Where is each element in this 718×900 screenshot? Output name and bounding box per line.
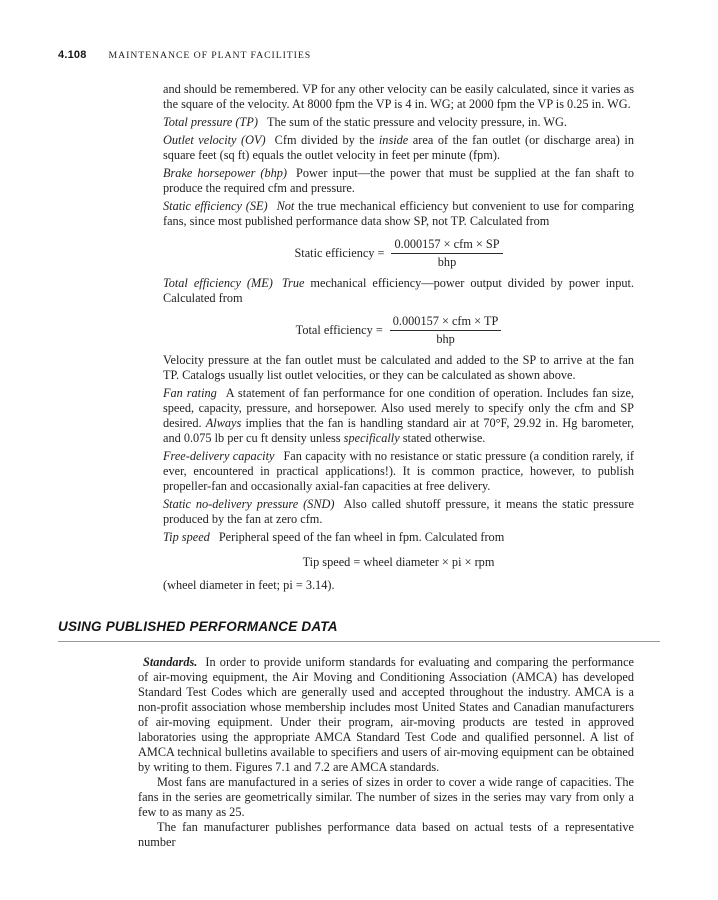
formula-fraction bbox=[390, 314, 502, 347]
definition-body: mechanical efficiency—power output divided by power input. Calculated from bbox=[163, 276, 634, 305]
definition-term: Brake horsepower (bhp) bbox=[163, 166, 287, 180]
standards-lead: Standards. bbox=[143, 655, 198, 669]
definition-body: The sum of the static pressure and velocity pressure, in. WG. bbox=[266, 115, 567, 129]
standards-paragraph bbox=[138, 655, 634, 775]
tip-speed-formula: Tip speed = wheel diameter × pi × rpm bbox=[302, 555, 495, 569]
definitions-section bbox=[163, 82, 634, 596]
definition-term: Fan rating bbox=[163, 386, 217, 400]
definition-body: the true mechanical efficiency but convenient to use for comparing fans, since most published performance data show SP, not TP. Calculated from bbox=[163, 199, 635, 228]
definition-emphasis: inside bbox=[378, 133, 409, 147]
fan-sizes-paragraph: Most fans are manufactured in a series of sizes in order to cover a wide range of capacities. The fans in the series are geometrically similar. The number of sizes in the series may vary from only a few to as many as 25. bbox=[138, 775, 634, 819]
definition-body: Also called shutoff pressure, it means the static pressure produced by the fan at zero cfm. bbox=[163, 497, 634, 526]
definition-static-efficiency bbox=[163, 199, 634, 229]
definition-fan-rating bbox=[163, 386, 634, 446]
definition-emphasis: True bbox=[281, 276, 305, 290]
page-number: 4.108 bbox=[58, 49, 87, 61]
formula-numerator: 0.000157 × cfm × SP bbox=[391, 237, 502, 254]
formula-lhs: Static efficiency = bbox=[294, 246, 385, 260]
velocity-pressure-paragraph: Velocity pressure at the fan outlet must be calculated and added to the SP to arrive at the fan TP. Catalogs usually list outlet velocities, or they can be calculated as shown above. bbox=[163, 353, 634, 382]
definition-emphasis: Always bbox=[205, 416, 242, 430]
definition-free-delivery-capacity bbox=[163, 449, 634, 494]
formula-fraction bbox=[391, 237, 502, 270]
formula-denominator: bhp bbox=[437, 255, 457, 269]
total-efficiency-formula bbox=[163, 314, 634, 347]
standards-body: In order to provide uniform standards for evaluating and comparing the performance of air-moving equipment, the Air Moving and Conditioning Association (AMCA) has developed Standard Test Codes which are generally used and accepted throughout the industry. AMCA is a non-profit association whose membership includes most United States and Canadian manufacturers of air-moving equipment. Under their program, air-moving products are tested in approved laboratories using the appropriate AMCA Standard Test Code and qualified personnel. A list of AMCA technical bulletins available to specifiers and users of air-moving equipment can be obtained by writing to them. Figures 7.1 and 7.2 are AMCA standards. bbox=[138, 655, 634, 774]
formula-lhs: Total efficiency = bbox=[295, 323, 383, 337]
standards-section bbox=[138, 655, 634, 850]
formula-numerator: 0.000157 × cfm × TP bbox=[390, 314, 502, 331]
definition-total-pressure bbox=[163, 115, 634, 130]
tip-speed-note: (wheel diameter in feet; pi = 3.14). bbox=[163, 578, 335, 592]
definition-total-efficiency bbox=[163, 276, 634, 306]
section-heading-block bbox=[58, 619, 660, 642]
definition-body: Power input—the power that must be supplied at the fan shaft to produce the required cfm and pressure. bbox=[163, 166, 635, 195]
manufacturer-tests-paragraph: The fan manufacturer publishes performance data based on actual tests of a representative number bbox=[138, 820, 634, 849]
definition-static-no-delivery-pressure bbox=[163, 497, 634, 527]
definition-term: Static efficiency (SE) bbox=[163, 199, 268, 213]
intro-paragraph: and should be remembered. VP for any other velocity can be easily calculated, since it varies as the square of the velocity. At 8000 fpm the VP is 4 in. WG; at 2000 fpm the VP is 0.25 in. WG. bbox=[163, 82, 634, 111]
definition-body: A statement of fan performance for one condition of operation. Includes fan size, speed, capacity, pressure, and horsepower. Also used merely to specify only the cfm and SP desired. bbox=[163, 386, 634, 430]
formula-denominator: bhp bbox=[436, 332, 455, 346]
section-heading: USING PUBLISHED PERFORMANCE DATA bbox=[58, 619, 338, 634]
definition-tip-speed bbox=[163, 530, 634, 545]
definition-outlet-velocity bbox=[163, 133, 634, 163]
definition-term: Static no-delivery pressure (SND) bbox=[163, 497, 335, 511]
definition-body: stated otherwise. bbox=[399, 431, 486, 445]
definition-brake-horsepower bbox=[163, 166, 634, 196]
static-efficiency-formula bbox=[163, 237, 634, 270]
definition-term: Tip speed bbox=[163, 530, 210, 544]
definition-emphasis: specifically bbox=[343, 431, 400, 445]
page-header bbox=[58, 49, 311, 61]
definition-body: implies that the fan is handling standard air at 70°F, 29.92 in. Hg barometer, and 0.075 lb per cu ft density unless bbox=[163, 416, 634, 445]
definition-term: Outlet velocity (OV) bbox=[163, 133, 266, 147]
definition-body: Cfm divided by the bbox=[274, 133, 379, 147]
definition-term: Free-delivery capacity bbox=[163, 449, 275, 463]
definition-body: area of the fan outlet (or discharge area) in square feet (sq ft) equals the outlet velocity in feet per minute (fpm). bbox=[163, 133, 634, 162]
definition-term: Total efficiency (ME) bbox=[163, 276, 273, 290]
running-head-title: MAINTENANCE OF PLANT FACILITIES bbox=[108, 50, 312, 61]
definition-emphasis: Not bbox=[276, 199, 295, 213]
definition-body: Peripheral speed of the fan wheel in fpm. Calculated from bbox=[218, 530, 505, 544]
definition-body: Fan capacity with no resistance or static pressure (a condition rarely, if ever, encountered in practical applications!). It is common practice, however, to publish propeller-fan and occasionally axial-fan capacities at free delivery. bbox=[163, 449, 634, 493]
definition-term: Total pressure (TP) bbox=[163, 115, 258, 129]
